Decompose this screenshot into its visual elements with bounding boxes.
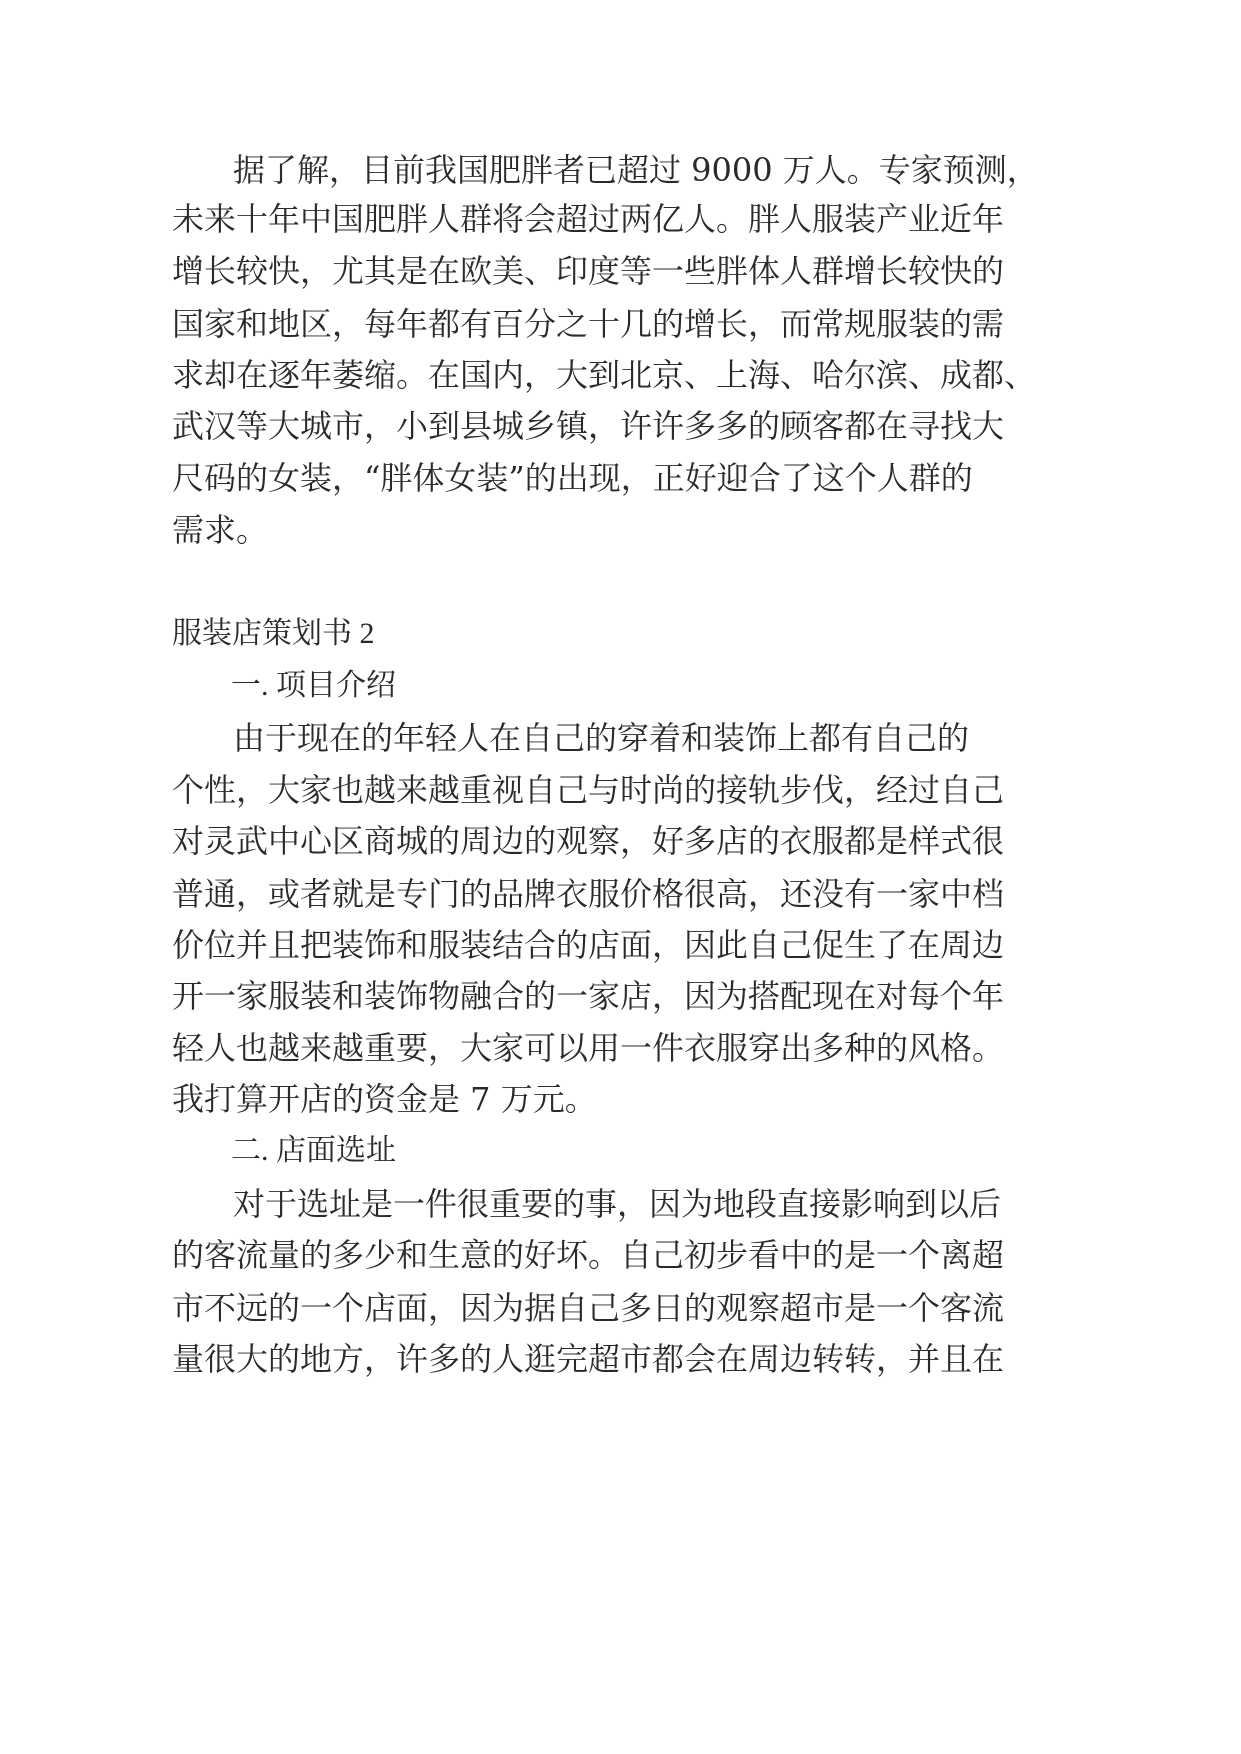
paragraph-line: 轻人也越来越重要，大家可以用一件衣服穿出多种的风格。 [172,1029,1005,1067]
paragraph-line: 我打算开店的资金是 7 万元。 [172,1080,597,1118]
section-title: 服装店策划书 2 [172,617,375,650]
paragraph-line: 市不远的一个店面，因为据自己多日的观察超市是一个客流 [172,1289,1005,1327]
intro-line: 需求。 [172,511,269,549]
paragraph-line: 价位并且把装饰和服装结合的店面，因此自己促生了在周边 [172,926,1005,964]
paragraph-line: 开一家服装和装饰物融合的一家店，因为搭配现在对每个年 [172,977,1005,1015]
heading-store-location: 二. 店面选址 [231,1134,396,1167]
intro-line: 据了解，目前我国肥胖者已超过 9000 万人。专家预测， [233,151,1039,189]
intro-line: 未来十年中国肥胖人群将会超过两亿人。胖人服装产业近年 [172,200,1005,238]
paragraph-line: 对灵武中心区商城的周边的观察，好多店的衣服都是样式很 [172,822,1005,860]
paragraph-line: 对于选址是一件很重要的事，因为地段直接影响到以后 [233,1185,1002,1223]
paragraph-line: 量很大的地方，许多的人逛完超市都会在周边转转，并且在 [172,1340,1005,1378]
intro-line: 国家和地区，每年都有百分之十几的增长，而常规服装的需 [172,305,1005,343]
intro-line: 增长较快，尤其是在欧美、印度等一些胖体人群增长较快的 [172,252,1005,290]
paragraph-line: 个性，大家也越来越重视自己与时尚的接轨步伐，经过自己 [172,771,1005,809]
intro-line: 武汉等大城市，小到县城乡镇，许许多多的顾客都在寻找大 [172,407,1005,445]
paragraph-line: 的客流量的多少和生意的好坏。自己初步看中的是一个离超 [172,1236,1005,1274]
paragraph-line: 由于现在的年轻人在自己的穿着和装饰上都有自己的 [233,719,970,757]
heading-project-intro: 一. 项目介绍 [231,669,396,702]
intro-line: 尺码的女装，“胖体女装”的出现，正好迎合了这个人群的 [172,459,973,497]
paragraph-line: 普通，或者就是专门的品牌衣服价格很高，还没有一家中档 [172,875,1005,913]
intro-line: 求却在逐年萎缩。在国内，大到北京、上海、哈尔滨、成都、 [172,356,1037,394]
